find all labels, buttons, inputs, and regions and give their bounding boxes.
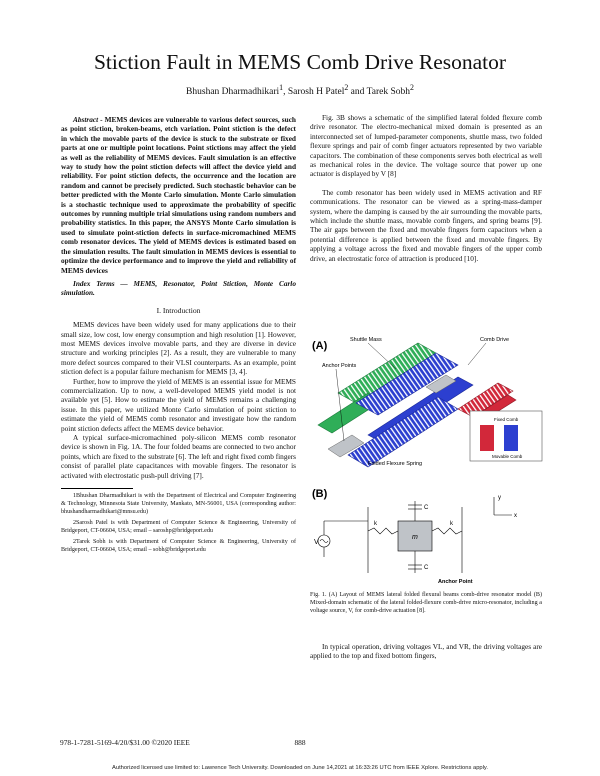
label-k-left: k — [374, 521, 377, 527]
label-anchor-point: Anchor Point — [438, 579, 473, 585]
download-notice: Authorized licensed use limited to: Lawrence Tech University. Downloaded on June 14,2021 at 16:33:26 UTC from IEEE Xplore. Restrictions apply. — [111, 765, 489, 771]
right-paragraph-2: The comb resonator has been widely used in MEMS activation and RF communications. The resonator can be viewed as a spring-mass-damper system, where the damping is caused by the air surrounding the movable parts, which include the shuttle mass, movable comb fingers, and spring beams [9]. The air gaps between the fixed and movable fingers form capacitors when a potential difference is applied between the fixed and movable fingers. By applying a voltage across the fixed and movable fingers of the upper comb drive, an electrostatic force of attraction is produced [10]. — [310, 187, 542, 263]
label-c-bottom: C — [424, 565, 429, 571]
author-3-sup: 2 — [410, 83, 414, 92]
right-column — [310, 113, 542, 263]
abstract — [61, 115, 296, 275]
label-anchor-points: Anchor Points — [322, 363, 357, 369]
inset-movable-finger — [504, 425, 518, 451]
fig-label-a: (A) — [312, 340, 328, 352]
paper-title: Stiction Fault in MEMS Comb Drive Resonator — [93, 50, 507, 74]
footnote-3: 2Tarek Sobh is with Department of Computer Science & Engineering, University of Bridgeport, CT-06604, USA; email – sobh@bridgeport.edu — [61, 539, 296, 554]
inset-label-fixed: Fixed Comb — [494, 417, 519, 422]
copyright-line: 978-1-7281-5169-4/20/$31.00 ©2020 IEEE — [60, 738, 190, 747]
figure-1 — [308, 325, 546, 587]
author-2: Sarosh H Patel — [287, 87, 345, 98]
label-folded-flexure-spring: Folded Flexure Spring — [368, 461, 423, 467]
label-comb-drive: Comb Drive — [480, 337, 510, 343]
intro-paragraph-3: A typical surface-micromachined poly-silicon MEMS comb resonator device is shown in Fig. 1A. The four folded beams are connected to two anchor points, which are fixed to the substrate [6]. The left and right fixed comb fingers consist of parallel plate capacitances with movable fingers. The resonator is activated with electrostatic push-pull driving [7]. — [61, 433, 296, 480]
inset-fixed-finger — [480, 425, 494, 451]
author-1-sup: 1 — [279, 83, 284, 92]
intro-paragraph-2: Further, how to improve the yield of MEMS is an essential issue for MEMS commercialization. Up to now, a well-developed MEMS yield model is not available yet [5]. How to estimate the yield of MEMS remains a challenging issue. In this paper, we utilized Monte Carlo simulation of point stiction to estimate the yield of MEMS comb resonator and investigate how the random point stiction defects affect the MEMS device behavior. — [61, 376, 296, 433]
fig-label-b: (B) — [312, 488, 328, 500]
spring-right — [432, 528, 462, 534]
label-c-top: C — [424, 505, 429, 511]
label-k-right: k — [450, 521, 453, 527]
index-terms: Index Terms — MEMS, Resonator, Point Stiction, Monte Carlo simulation. — [61, 278, 296, 298]
author-sep-2: and — [348, 87, 367, 98]
intro-paragraph-1: MEMS devices have been widely used for many applications due to their small size, low cost, low energy consumption and high resolution [1]. However, most MEMS devices involve movable parts, and they are diverse in device structure and working principles [2]. As a result, they are vulnerable to many more defect sources compared to their VLSI counterparts. As an example, point stiction defect is a popular failure mechanism for MEMS [3, 4]. — [61, 320, 296, 377]
label-m: m — [412, 534, 418, 541]
inset-label-movable: Movable Comb — [492, 454, 523, 459]
right-paragraph-1: Fig. 3B shows a schematic of the simplified lateral folded flexure comb drive resonator. The electro-mechanical mixed domain is presented as an interconnected set of lumped-parameter components, shuttle mass, two folded flexure springs and pair of comb finger actuators represented by two variable capacitors. The combination of these components serves both electrical as well as mechanical roles in the device. The voltage source that power up one actuator is displayed by V [8] — [310, 113, 542, 179]
label-shuttle-mass: Shuttle Mass — [350, 337, 382, 343]
author-sep-1: , — [283, 87, 288, 98]
footnote-2: 2Sarosh Patel is with Department of Computer Science & Engineering, University of Bridgeport, CT-06604, USA; email – saroshp@bridgeport.edu — [61, 520, 296, 535]
figure-caption: Fig. 1. (A) Layout of MEMS lateral folded flexural beams comb-drive resonator model (B) Mixed-domain schematic of the lateral folded-flexure comb-drive micro-resonator, including a voltage source, V, for comb-drive actuation [8]. — [310, 592, 542, 614]
page-number: 888 — [294, 738, 306, 747]
author-3: Tarek Sobh — [366, 87, 410, 98]
right-paragraph-3: In typical operation, driving voltages VL, and VR, the driving voltages are applied to the top and fixed bottom fingers, — [310, 642, 542, 661]
comb-inset — [470, 411, 542, 461]
author-line — [0, 83, 600, 97]
section-heading-introduction: I. Introduction — [156, 305, 201, 315]
spring-left — [368, 528, 398, 534]
label-v: V — [314, 539, 319, 546]
right-tail — [310, 642, 542, 661]
author-1: Bhushan Dharmadhikari — [186, 87, 280, 98]
abstract-text: - MEMS devices are vulnerable to various defect sources, such as point stiction, broken-beams, etch variation. Point stiction is the defect in which the movable parts of the device is stuck to the substrate or fixed parts at one or multiple point locations. Point stictions may affect the yield as well as the reliability of MEMS devices. Fault simulation is an effective way to study how the point stiction defects will affect the device yield and reliability. For point stiction defects, the occurrence and the location are random and cannot be precisely predicted. Such stochastic behavior can be better predicted with the Monte Carlo simulation. Monte Carlo simulation is a stochastic technique used to approximate the probability of specific outcomes by running multiple trial simulations using random numbers and probability statistics. In this paper, the ANSYS Monte Carlo simulation is used to simulate point-stiction defects in surface-micromachined MEMS comb resonator devices. The yield of MEMS devices is estimated based on the simulation results. The fault simulation in MEMS devices is essential to optimize the device performance and to improve the yield and reliability of MEMS devices — [61, 115, 296, 275]
footnote-rule — [61, 488, 133, 489]
footnote-1: 1Bhushan Dharmadhikari is with the Department of Electrical and Computer Engineering & Technology, Minnesota State University, Mankato, MN-56001, USA (corresponding author: bhushandharmadhikari@mnsu.edu) — [61, 493, 296, 516]
label-axis-x: x — [514, 513, 517, 519]
author-2-sup: 2 — [344, 83, 349, 92]
label-axis-y: y — [498, 495, 501, 501]
abstract-label: Abstract — [73, 115, 99, 124]
left-column — [61, 115, 296, 554]
